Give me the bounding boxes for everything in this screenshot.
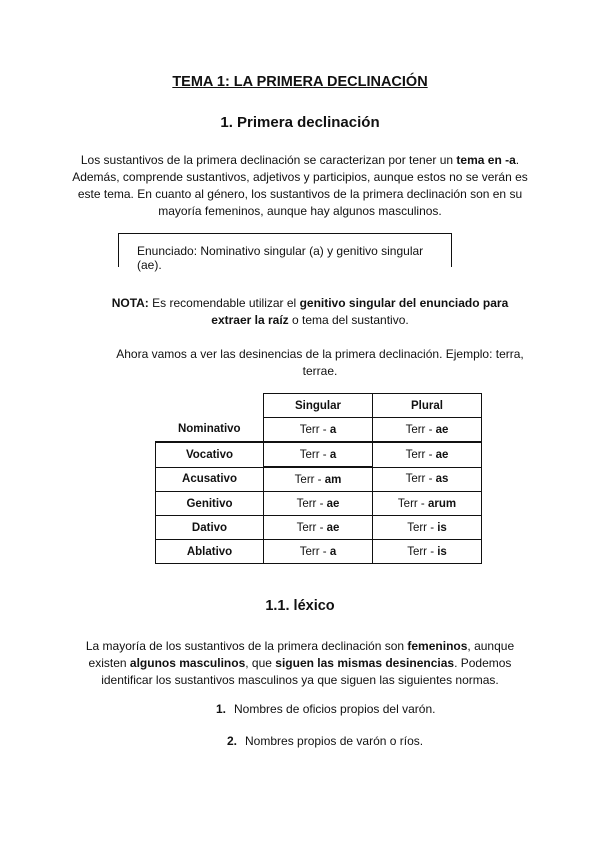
case-label: Vocativo [156, 442, 264, 467]
table-row [156, 540, 482, 564]
case-label: Nominativo [156, 418, 264, 443]
plural-cell: Terr - is [373, 540, 482, 564]
table-row [156, 418, 482, 443]
singular-cell: Terr - a [264, 540, 373, 564]
plural-cell: Terr - ae [373, 442, 482, 467]
table-row [156, 492, 482, 516]
page-title: TEMA 1: LA PRIMERA DECLINACIÓN [172, 74, 428, 90]
singular-cell: Terr - a [264, 442, 373, 467]
singular-cell: Terr - ae [264, 492, 373, 516]
declension-table [155, 393, 482, 564]
case-label: Ablativo [156, 540, 264, 564]
table-row [156, 467, 482, 492]
plural-cell: Terr - ae [373, 418, 482, 443]
table-row [156, 516, 482, 540]
case-label: Genitivo [156, 492, 264, 516]
list-item: 1. Nombres de oficios propios del varón. [216, 702, 436, 716]
note-paragraph: NOTA: Es recomendable utilizar el genitivo singular del enunciado para extraer la raíz o tema del sustantivo. [111, 296, 509, 327]
section-heading-primera-declinacion: 1. Primera declinación [220, 114, 380, 131]
singular-cell: Terr - ae [264, 516, 373, 540]
section-heading-lexico: 1.1. léxico [265, 598, 335, 614]
intro-paragraph: Los sustantivos de la primera declinación se caracterizan por tener un tema en -a. Además, comprende sustantivos, adjetivos y participios, aunque estos no se verán es este tema. En cuanto al género, los sustantivos de la primera declinación son en su mayoría femeninos, aunque hay algunos masculinos. [72, 153, 528, 218]
example-intro: Ahora vamos a ver las desinencias de la primera declinación. Ejemplo: terra, terrae. [116, 347, 524, 378]
list-item: 2. Nombres propios de varón o ríos. [227, 734, 424, 748]
singular-cell: Terr - am [264, 467, 373, 492]
plural-cell: Terr - as [373, 467, 482, 492]
plural-cell: Terr - arum [373, 492, 482, 516]
table-row [156, 442, 482, 467]
table-header-row [156, 394, 482, 418]
table-header-blank [156, 394, 264, 418]
plural-cell: Terr - is [373, 516, 482, 540]
enunciado-box: Enunciado: Nominativo singular (a) y genitivo singular (ae). [118, 233, 452, 267]
lexico-paragraph: La mayoría de los sustantivos de la primera declinación son femeninos, aunque existen algunos masculinos, que siguen las mismas desinencias. Podemos identificar los sustantivos masculinos ya que siguen las siguientes normas. [85, 639, 515, 687]
table-header-plural: Plural [373, 394, 482, 418]
case-label: Acusativo [156, 467, 264, 492]
singular-cell: Terr - a [264, 418, 373, 443]
case-label: Dativo [156, 516, 264, 540]
table-header-singular: Singular [264, 394, 373, 418]
